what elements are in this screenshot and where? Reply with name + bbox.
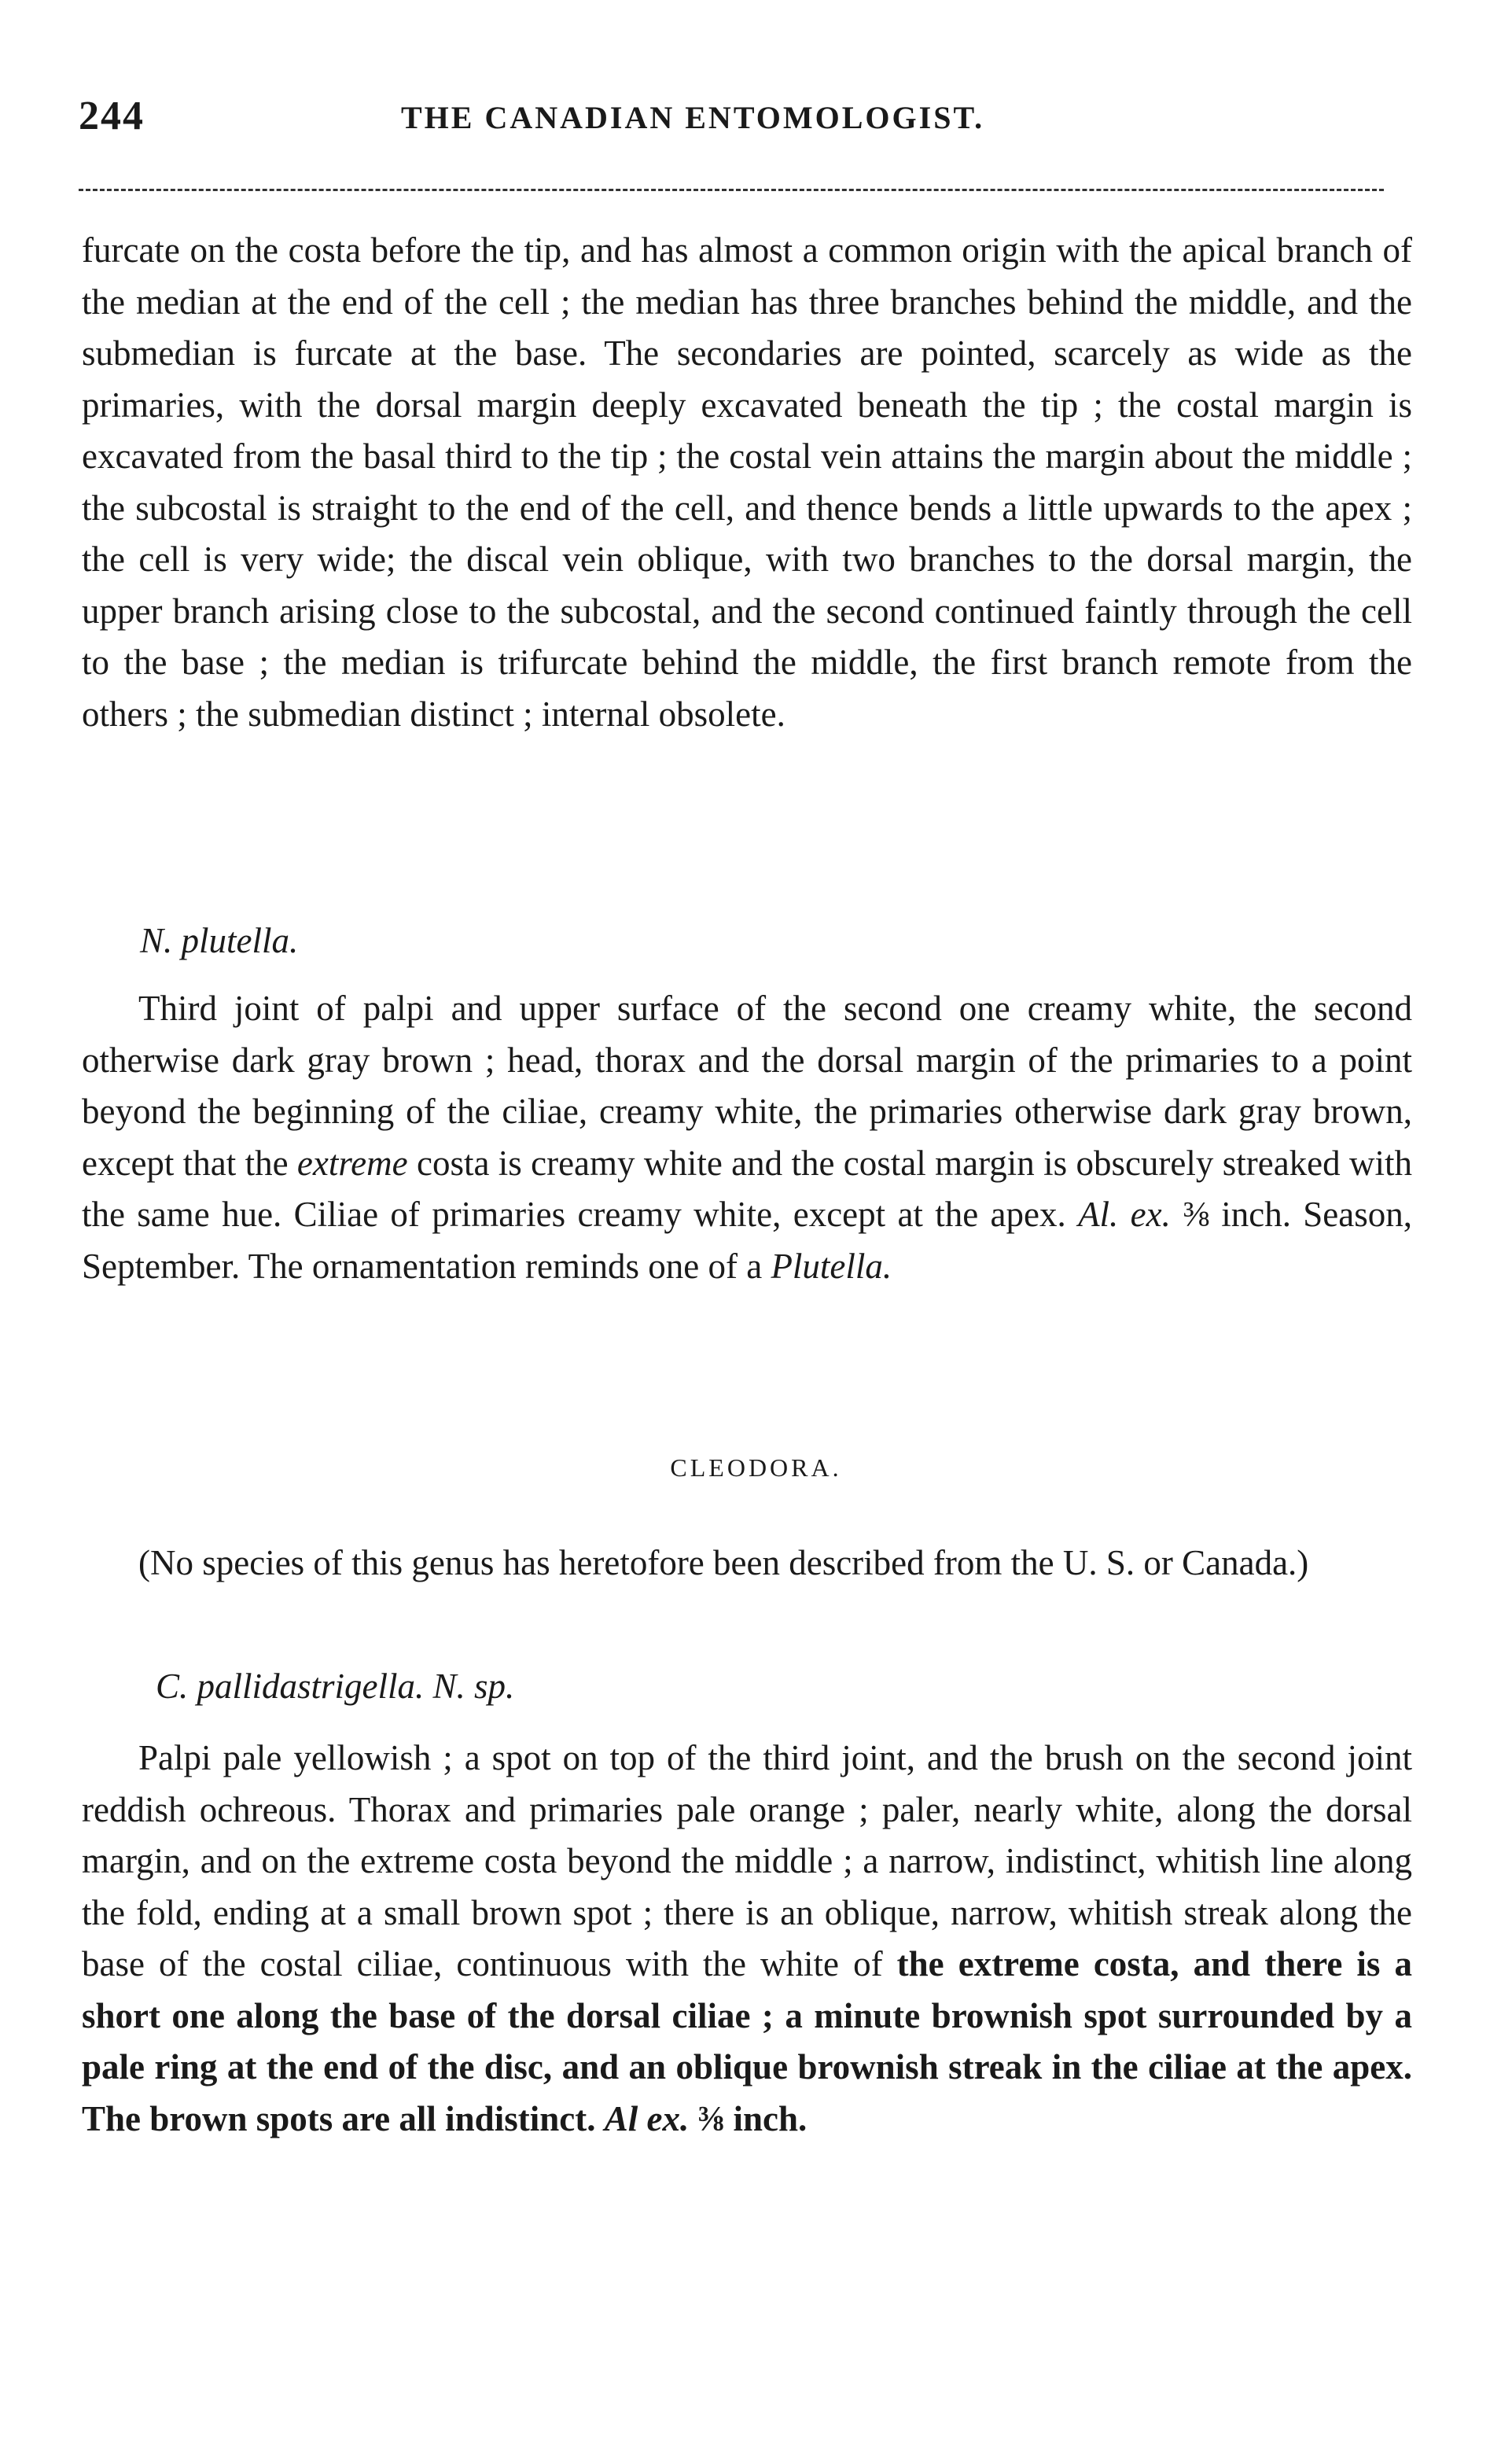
header-rule <box>79 189 1384 191</box>
description-paragraph <box>82 983 1412 1292</box>
species-description <box>82 1733 1412 2145</box>
italic-term: extreme <box>296 1143 408 1183</box>
description-text: ⅜ inch. Season, September. The ornamentation reminds one of a <box>82 1195 1412 1286</box>
alar-expanse-label: Al. ex. <box>1078 1195 1171 1234</box>
alar-expanse-label: Al ex. <box>604 2098 690 2138</box>
description-paragraph <box>82 1733 1412 2145</box>
section-heading: CLEODORA. <box>670 1453 842 1482</box>
description-text: costa is creamy white and the costal margin is obscurely streaked with the same hue. Ciliae of primaries creamy white, except at the apex. <box>82 1143 1412 1234</box>
description-text: Palpi pale yellowish ; a spot on top of the third joint, and the brush on the second joint reddish ochreous. Thorax and primaries pale orange ; paler, nearly white, along the dorsal margin, and on the extreme costa beyond the middle ; a narrow, indistinct, whitish line along the fold, ending at a small brown spot ; there is an oblique, narrow, whitish streak along the base of the costal ciliae, continuous with the white of <box>82 1738 1412 1983</box>
description-text: Third joint of palpi and upper surface of the second one creamy white, the second otherwise dark gray brown ; head, thorax and the dorsal margin of the primaries to a point beyond the beginning of the ciliae, creamy white, the primaries otherwise dark gray brown, except that the <box>82 989 1412 1183</box>
species-label: N. plutella. <box>140 921 299 960</box>
continued-paragraph <box>82 225 1412 740</box>
running-title: THE CANADIAN ENTOMOLOGIST. <box>401 100 985 135</box>
species-description <box>82 983 1412 1292</box>
page-number: 244 <box>79 94 145 138</box>
paragraph-text: furcate on the costa before the tip, and has almost a common origin with the apical branch of the median at the end of the cell ; the median has three branches behind the middle, and the submedian is furcate at the base. The secondaries are pointed, scarcely as wide as the primaries, with the dorsal margin deeply excavated beneath the tip ; the costal margin is excavated from the basal third to the tip ; the costal vein attains the margin about the middle ; the subcostal is straight to the end of the cell, and thence bends a little upwards to the apex ; the cell is very wide; the discal vein oblique, with two branches to the dorsal margin, the upper branch arising close to the subcostal, and the second continued faintly through the cell to the base ; the median is trifurcate behind the middle, the first branch remote from the others ; the submedian distinct ; internal obsolete. <box>82 230 1412 734</box>
note-text: (No species of this genus has heretofore been described from the U. S. or Canada.) <box>138 1543 1309 1582</box>
species-label: C. pallidastrigella. N. sp. <box>156 1667 515 1706</box>
description-text-bold: ⅜ inch. <box>689 2098 808 2138</box>
description-text-bold: the extreme costa, and there is a short one along the base of the dorsal ciliae ; a minute brownish spot surrounded by a pale ring at the end of the disc, and an oblique brownish streak in the ciliae at the apex. The brown spots are all indistinct. <box>82 1944 1412 2138</box>
genus-note <box>82 1538 1412 1589</box>
genus-reference: Plutella. <box>771 1246 892 1286</box>
page-header <box>0 93 1512 164</box>
